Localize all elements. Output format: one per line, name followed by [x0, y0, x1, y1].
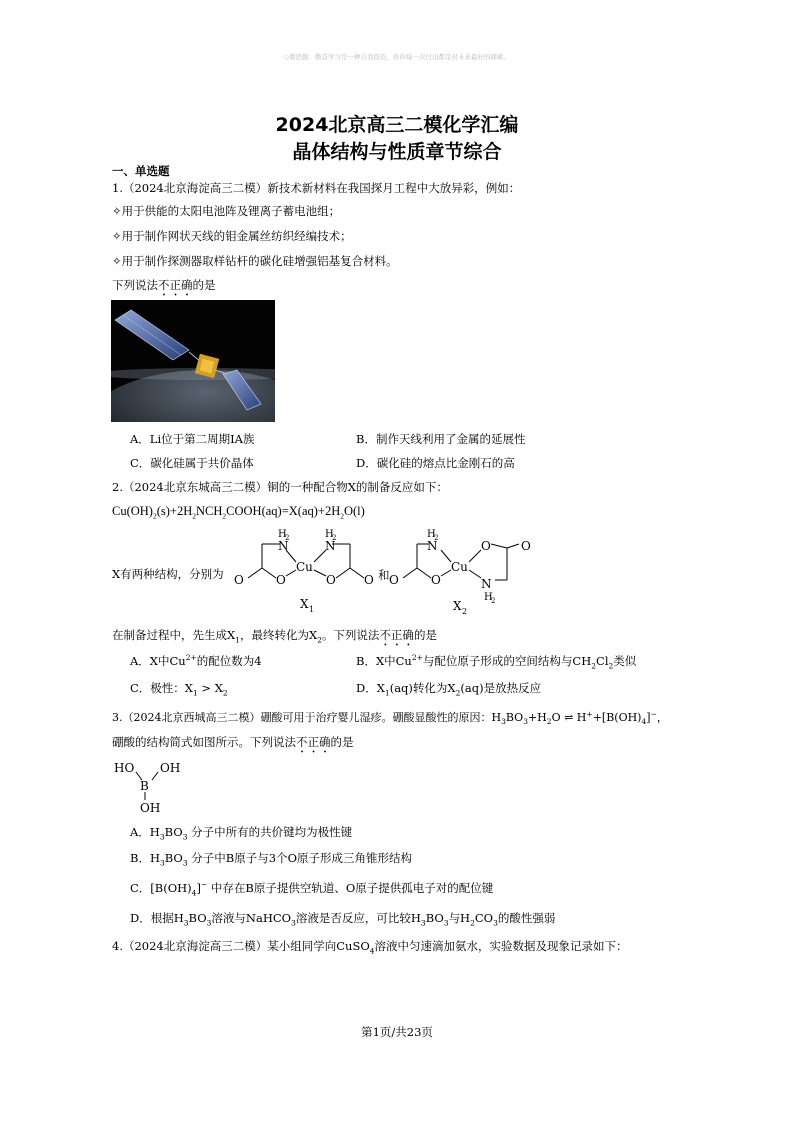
- q1-stem: 1.（2024北京海淀高三二模）新技术新材料在我国探月工程中大放异彩，例如：: [112, 181, 521, 195]
- q1-option-c: C．碳化硅属于共价晶体: [130, 456, 254, 470]
- q2-option-c: C．极性：$X_1 > X_2$: [130, 681, 228, 698]
- svg-text:H: H: [427, 529, 436, 540]
- svg-text:B: B: [140, 779, 149, 793]
- svg-text:N: N: [278, 539, 289, 553]
- q2-equation: $Cu(OH)_2(s)+2H_2NCH_2COOH(aq)=X(aq)+2H_2O(l)$: [112, 504, 365, 521]
- svg-text:Cu: Cu: [451, 560, 468, 574]
- q2-structures-label: X有两种结构，分别为: [112, 567, 224, 581]
- q3-option-b: B．$H_3BO_3$ 分子中B原子与3个O原子形成三角锥形结构: [130, 851, 412, 868]
- svg-text:Cu: Cu: [296, 560, 313, 574]
- q3-option-a: A．$H_3BO_3$ 分子中所有的共价键均为极性键: [130, 825, 353, 842]
- q1-option-d: D．碳化硅的熔点比金刚石的高: [356, 456, 515, 470]
- svg-text:X: X: [453, 599, 462, 613]
- page-footer: 第1页/共23页: [361, 1025, 433, 1039]
- q1-option-b: B．制作天线利用了金属的延展性: [356, 432, 526, 446]
- x2-structure-diagram: [389, 528, 539, 616]
- svg-text:N: N: [427, 539, 438, 553]
- satellite-image: [111, 300, 275, 422]
- document-subtitle: 晶体结构与性质章节综合: [292, 141, 502, 163]
- svg-text:O: O: [234, 573, 244, 587]
- section-heading: 一、单选题: [112, 164, 170, 178]
- q2-question: 在制备过程中，先生成$X_1$，最终转化为$X_2$。下列说法不正确的是: [112, 628, 437, 645]
- q4-stem: 4.（2024北京海淀高三二模）某小组同学向CuSO$_4$溶液中匀速滴加氨水，实验数据及现象记录如下：: [112, 939, 628, 956]
- svg-text:OH: OH: [140, 801, 161, 815]
- svg-text:N: N: [481, 577, 492, 591]
- q1-item: ✧用于制作网状天线的钼金属丝纺织经编技术；: [112, 229, 352, 243]
- svg-text:1: 1: [309, 605, 315, 614]
- x1-structure-diagram: [234, 528, 384, 616]
- q2-and-label: 和: [378, 568, 390, 582]
- svg-text:X: X: [300, 597, 309, 611]
- svg-text:2: 2: [462, 607, 468, 616]
- q3-line2: 硼酸的结构简式如图所示。下列说法不正确的是: [112, 735, 354, 749]
- q2-option-a: A．X中$Cu^{2+}$的配位数为4: [130, 653, 262, 668]
- q1-question: 下列说法不正确的是: [112, 278, 216, 292]
- svg-text:2: 2: [332, 534, 337, 542]
- q3-stem: 3.（2024北京西城高三二模）硼酸可用于治疗婴儿湿疹。硼酸显酸性的原因：$H_3BO_3+H_2O$ ⇌ $H^++[B(OH)_4]^-$，: [112, 709, 668, 727]
- svg-text:2: 2: [285, 534, 290, 542]
- q3-option-c: C．$[B(OH)_4]^-$ 中存在B原子提供空轨道、O原子提供孤电子对的配位键: [130, 880, 494, 898]
- svg-text:O: O: [431, 573, 441, 587]
- boric-acid-structure: [112, 760, 192, 816]
- q1-item: ✧用于供能的太阳电池阵及锂离子蓄电池组；: [112, 204, 341, 218]
- svg-text:O: O: [276, 573, 286, 587]
- svg-text:O: O: [521, 539, 531, 553]
- svg-text:OH: OH: [160, 761, 181, 775]
- svg-text:N: N: [325, 539, 336, 553]
- document-title: 2024北京高三二模化学汇编: [275, 114, 519, 136]
- q2-stem: 2.（2024北京东城高三二模）铜的一种配合物X的制备反应如下：: [112, 480, 448, 494]
- svg-text:2: 2: [491, 597, 496, 605]
- svg-text:O: O: [364, 573, 374, 587]
- svg-text:O: O: [326, 573, 336, 587]
- watermark: ◇微思勤：勤奋学习是一种自我投资，你的每一次付出都是对未来最好的储蓄。: [284, 53, 510, 61]
- q3-option-d: D．根据$H_3BO_3$溶液与NaHCO$_3$溶液是否反应，可比较$H_3BO_3$与$H_2CO_3$的酸性强弱: [130, 911, 556, 928]
- q2-option-d: D．$X_1(aq)$转化为$X_2(aq)$是放热反应: [356, 681, 542, 698]
- q1-option-a: A．Li位于第二周期IA族: [130, 432, 255, 446]
- svg-text:H: H: [484, 592, 493, 603]
- svg-text:H: H: [325, 529, 334, 540]
- svg-text:HO: HO: [114, 761, 135, 775]
- q2-option-b: B．X中$Cu^{2+}$与配位原子形成的空间结构与$CH_2Cl_2$类似: [356, 653, 637, 671]
- svg-text:2: 2: [434, 534, 439, 542]
- q1-item: ✧用于制作探测器取样钻杆的碳化硅增强铝基复合材料。: [112, 254, 398, 268]
- svg-text:O: O: [389, 573, 399, 587]
- svg-text:O: O: [481, 539, 491, 553]
- svg-text:H: H: [278, 529, 287, 540]
